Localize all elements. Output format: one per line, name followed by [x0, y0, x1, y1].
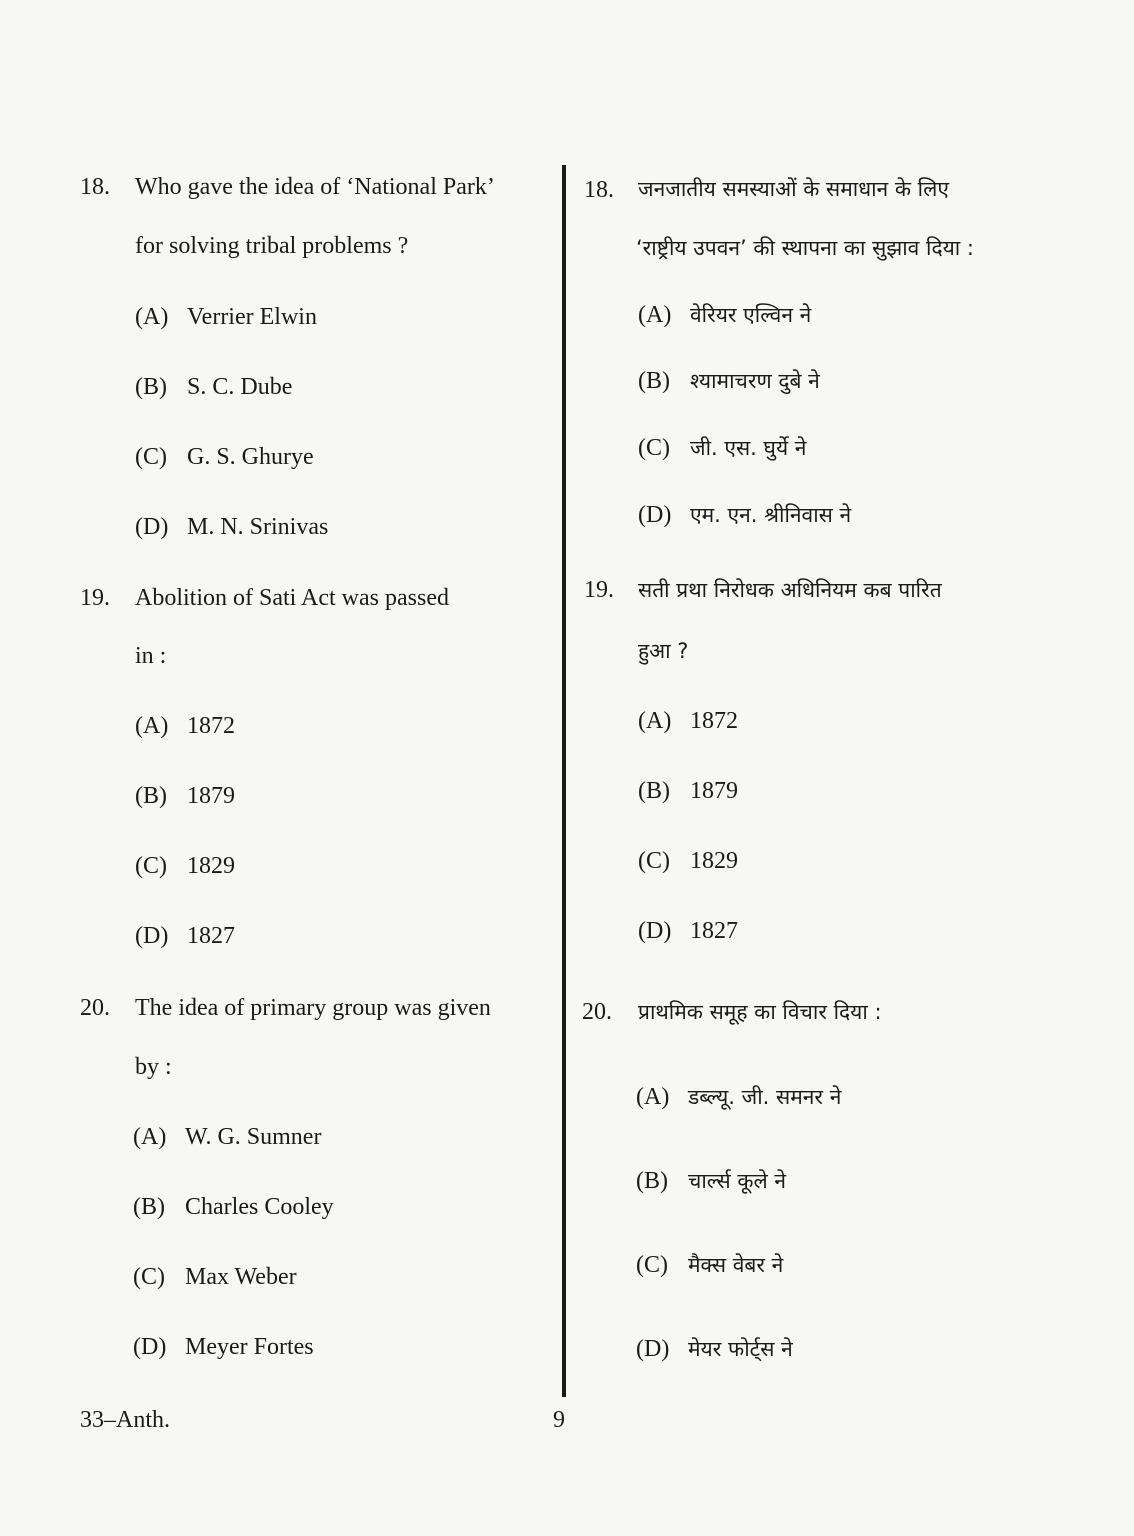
option-c	[135, 851, 235, 881]
option-b	[133, 1192, 334, 1222]
option-a	[135, 711, 235, 741]
option-text: डब्ल्यू. जी. समनर ने	[688, 1085, 842, 1109]
question-number: 19.	[584, 577, 614, 603]
option-text: श्यामाचरण दुबे ने	[690, 369, 820, 393]
option-text: Verrier Elwin	[187, 304, 317, 330]
question-number: 20.	[582, 999, 612, 1025]
option-d	[638, 500, 851, 530]
option-text: 1872	[690, 708, 738, 734]
option-text: 1829	[187, 853, 235, 879]
option-text: मेयर फोर्ट्स ने	[688, 1337, 793, 1361]
option-b	[135, 372, 292, 402]
option-text: 1872	[187, 713, 235, 739]
option-text: 1829	[690, 848, 738, 874]
question-text-line: The idea of primary group was given	[135, 995, 491, 1021]
page-number: 9	[553, 1407, 565, 1433]
question-text-line: by :	[135, 1054, 172, 1080]
option-text: Max Weber	[185, 1264, 297, 1290]
option-c	[636, 1250, 783, 1280]
option-label: (C)	[135, 444, 167, 470]
question-text-line: प्राथमिक समूह का विचार दिया :	[638, 1000, 882, 1024]
option-label: (D)	[135, 514, 169, 540]
option-text: 1879	[690, 778, 738, 804]
option-b	[636, 1166, 786, 1196]
option-label: (D)	[133, 1334, 167, 1360]
option-label: (A)	[135, 304, 169, 330]
option-text: Meyer Fortes	[185, 1334, 314, 1360]
option-c	[135, 442, 314, 472]
option-text: S. C. Dube	[187, 374, 293, 400]
option-text: चार्ल्स कूले ने	[688, 1169, 787, 1193]
question-number: 20.	[80, 995, 110, 1021]
question-number: 18.	[584, 177, 614, 203]
option-text: वेरियर एल्विन ने	[690, 303, 812, 327]
option-a	[133, 1122, 321, 1152]
option-label: (B)	[636, 1168, 668, 1194]
option-text: 1827	[187, 923, 235, 949]
footer-subject-code: 33–Anth.	[80, 1407, 170, 1433]
option-text: M. N. Srinivas	[187, 514, 329, 540]
option-b	[638, 366, 820, 396]
option-d	[636, 1334, 793, 1364]
option-c	[638, 846, 738, 876]
option-a	[638, 706, 738, 736]
option-label: (A)	[636, 1084, 670, 1110]
option-label: (B)	[638, 778, 670, 804]
option-label: (A)	[133, 1124, 167, 1150]
option-c	[133, 1262, 297, 1292]
question-text-line: सती प्रथा निरोधक अधिनियम कब पारित	[638, 578, 942, 602]
option-d	[133, 1332, 314, 1362]
column-divider	[562, 165, 566, 1397]
question-text-line: Abolition of Sati Act was passed	[135, 585, 449, 611]
option-label: (D)	[638, 502, 672, 528]
option-text: G. S. Ghurye	[187, 444, 314, 470]
option-label: (C)	[638, 435, 670, 461]
option-label: (A)	[638, 708, 672, 734]
option-label: (B)	[133, 1194, 165, 1220]
option-text: 1879	[187, 783, 235, 809]
option-label: (C)	[636, 1252, 668, 1278]
option-text: Charles Cooley	[185, 1194, 334, 1220]
option-label: (A)	[638, 302, 672, 328]
option-a	[638, 300, 811, 330]
option-d	[135, 921, 235, 951]
option-label: (D)	[135, 923, 169, 949]
question-number: 19.	[80, 585, 110, 611]
option-text: 1827	[690, 918, 738, 944]
option-a	[135, 302, 317, 332]
option-text: मैक्स वेबर ने	[688, 1253, 784, 1277]
option-c	[638, 433, 806, 463]
question-text-line: ‘राष्ट्रीय उपवन’ की स्थापना का सुझाव दिया :	[636, 236, 974, 260]
option-label: (A)	[135, 713, 169, 739]
option-a	[636, 1082, 841, 1112]
option-label: (C)	[638, 848, 670, 874]
option-d	[135, 512, 328, 542]
option-b	[135, 781, 235, 811]
option-label: (C)	[133, 1264, 165, 1290]
option-text: W. G. Sumner	[185, 1124, 322, 1150]
option-label: (B)	[638, 368, 670, 394]
question-text-line: for solving tribal problems ?	[135, 233, 409, 259]
question-text-line: जनजातीय समस्याओं के समाधान के लिए	[638, 177, 949, 201]
option-label: (D)	[638, 918, 672, 944]
option-b	[638, 776, 738, 806]
question-number: 18.	[80, 174, 110, 200]
option-label: (B)	[135, 374, 167, 400]
option-d	[638, 916, 738, 946]
option-text: एम. एन. श्रीनिवास ने	[690, 503, 852, 527]
option-text: जी. एस. घुर्ये ने	[690, 436, 807, 460]
question-text-line: Who gave the idea of ‘National Park’	[135, 174, 495, 200]
question-text-line: in :	[135, 643, 167, 669]
option-label: (D)	[636, 1336, 670, 1362]
option-label: (B)	[135, 783, 167, 809]
option-label: (C)	[135, 853, 167, 879]
question-text-line: हुआ ?	[638, 639, 689, 663]
